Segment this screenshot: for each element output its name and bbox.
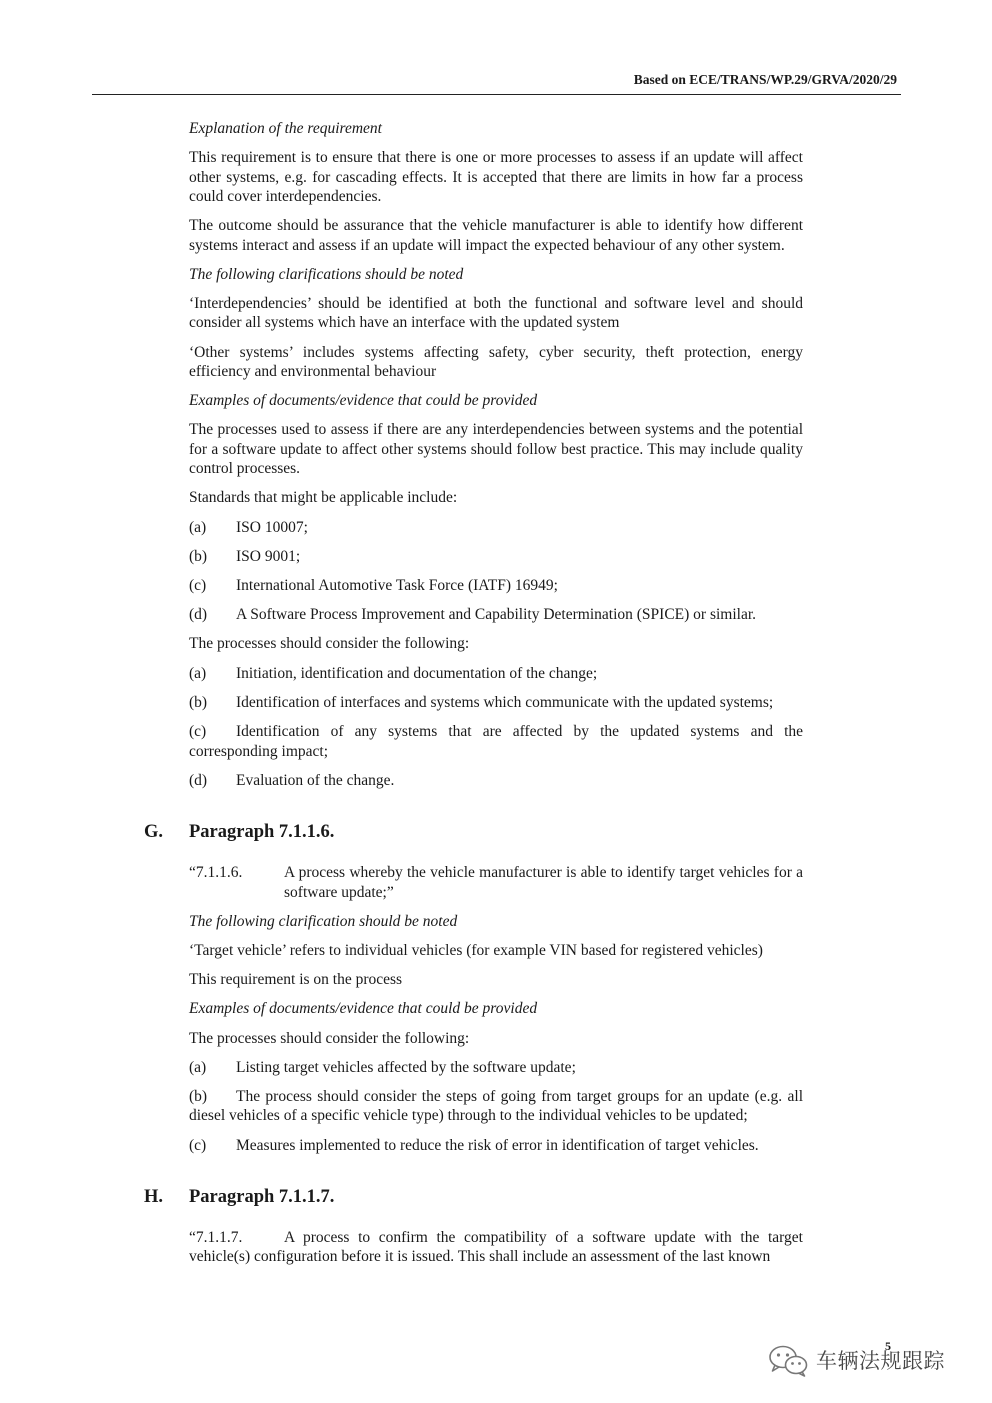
consider-intro: The processes should consider the following: xyxy=(189,1029,470,1047)
list-marker: (b) xyxy=(189,693,208,711)
list-text: Identification of any systems that are affected by the updated systems and the corresponding impact; xyxy=(189,723,803,760)
explanation-heading: Explanation of the requirement xyxy=(189,120,382,137)
list-text: The process should consider the steps of going from target groups for an update (e.g. all diesel vehicles of a specific vehicle type) through to the individual vehicles to be updated; xyxy=(189,1087,803,1125)
list-marker: (b) xyxy=(189,547,208,565)
list-item xyxy=(189,722,803,761)
list-text: International Automotive Task Force (IATF) 16949; xyxy=(236,577,558,595)
clarification-heading: The following clarification should be noted xyxy=(189,912,458,930)
list-marker: (d) xyxy=(189,771,208,789)
list-text: ISO 10007; xyxy=(236,518,308,536)
quoted-requirement xyxy=(189,863,803,902)
list-item xyxy=(189,771,803,790)
list-marker: (c) xyxy=(189,1136,207,1154)
section-heading-g xyxy=(144,821,803,843)
list-marker: (a) xyxy=(189,664,207,682)
section-title: Paragraph 7.1.1.7. xyxy=(189,1186,335,1207)
watermark-text: 车辆法规跟踪 xyxy=(816,1349,945,1373)
paragraph: ‘Interdependencies’ should be identified at both the functional and software level and should consider all systems which have an interface with the updated system xyxy=(189,295,803,332)
quote-text: A process whereby the vehicle manufacturer is able to identify target vehicles for a software update;” xyxy=(284,864,803,901)
list-text: Listing target vehicles affected by the software update; xyxy=(236,1058,576,1076)
quoted-requirement xyxy=(189,1228,803,1267)
list-item xyxy=(189,1087,803,1126)
section-letter: G. xyxy=(144,822,164,843)
list-marker: (b) xyxy=(189,1087,208,1105)
list-text: Evaluation of the change. xyxy=(236,771,395,789)
clarifications-heading: The following clarifications should be noted xyxy=(189,265,464,283)
standards-intro: Standards that might be applicable include: xyxy=(189,489,458,507)
paragraph: ‘Other systems’ includes systems affecting safety, cyber security, theft protection, energy efficiency and environmental behaviour xyxy=(189,343,803,381)
page-number: 5 xyxy=(885,1339,891,1353)
list-marker: (c) xyxy=(189,577,207,595)
list-item xyxy=(189,1136,803,1155)
list-text: ISO 9001; xyxy=(236,547,301,565)
paragraph: This requirement is on the process xyxy=(189,971,403,989)
list-item xyxy=(189,605,803,624)
paragraph: The processes used to assess if there are any interdependencies between systems and the potential for a software update to affect other systems should follow best practice. This may include quality control processes. xyxy=(189,421,803,478)
consider-intro: The processes should consider the following: xyxy=(189,635,470,653)
list-item xyxy=(189,664,803,683)
quote-number: “7.1.1.7. xyxy=(189,1228,243,1246)
page-body xyxy=(144,119,803,1277)
quote-number: “7.1.1.6. xyxy=(189,864,243,882)
examples-heading: Examples of documents/evidence that could be provided xyxy=(189,1000,538,1018)
list-text: Identification of interfaces and systems which communicate with the updated systems; xyxy=(236,693,774,711)
list-marker: (d) xyxy=(189,606,208,624)
quote-text: A process to confirm the compatibility of a software update with the target vehicle(s) configuration before it is issued. This shall include an assessment of the last known xyxy=(189,1228,803,1266)
list-text: A Software Process Improvement and Capability Determination (SPICE) or similar. xyxy=(236,606,757,624)
list-item xyxy=(189,693,803,712)
paragraph: The outcome should be assurance that the vehicle manufacturer is able to identify how different systems interact and assess if an update will impact the expected behaviour of any other system. xyxy=(189,217,803,254)
list-marker: (c) xyxy=(189,723,207,741)
page-header xyxy=(92,70,901,95)
list-item xyxy=(189,1058,803,1077)
wechat-icon xyxy=(766,1343,810,1377)
list-item xyxy=(189,547,803,566)
list-text: Initiation, identification and documentation of the change; xyxy=(236,664,598,682)
list-marker: (a) xyxy=(189,518,207,536)
watermark xyxy=(766,1340,945,1380)
paragraph: ‘Target vehicle’ refers to individual vehicles (for example VIN based for registered vehicles) xyxy=(189,941,763,959)
paragraph: This requirement is to ensure that there is one or more processes to assess if an update will affect other systems, e.g. for cascading effects. It is accepted that there are limits in how far a process could cover interdependencies. xyxy=(189,149,803,206)
list-item xyxy=(189,518,803,537)
document-reference: Based on ECE/TRANS/WP.29/GRVA/2020/29 xyxy=(633,72,897,87)
list-item xyxy=(189,576,803,595)
list-text: Measures implemented to reduce the risk of error in identification of target vehicles. xyxy=(236,1136,759,1154)
section-title: Paragraph 7.1.1.6. xyxy=(189,822,335,843)
section-letter: H. xyxy=(144,1186,164,1207)
list-marker: (a) xyxy=(189,1058,207,1076)
examples-heading: Examples of documents/evidence that could be provided xyxy=(189,392,538,410)
section-heading-h xyxy=(144,1186,803,1208)
